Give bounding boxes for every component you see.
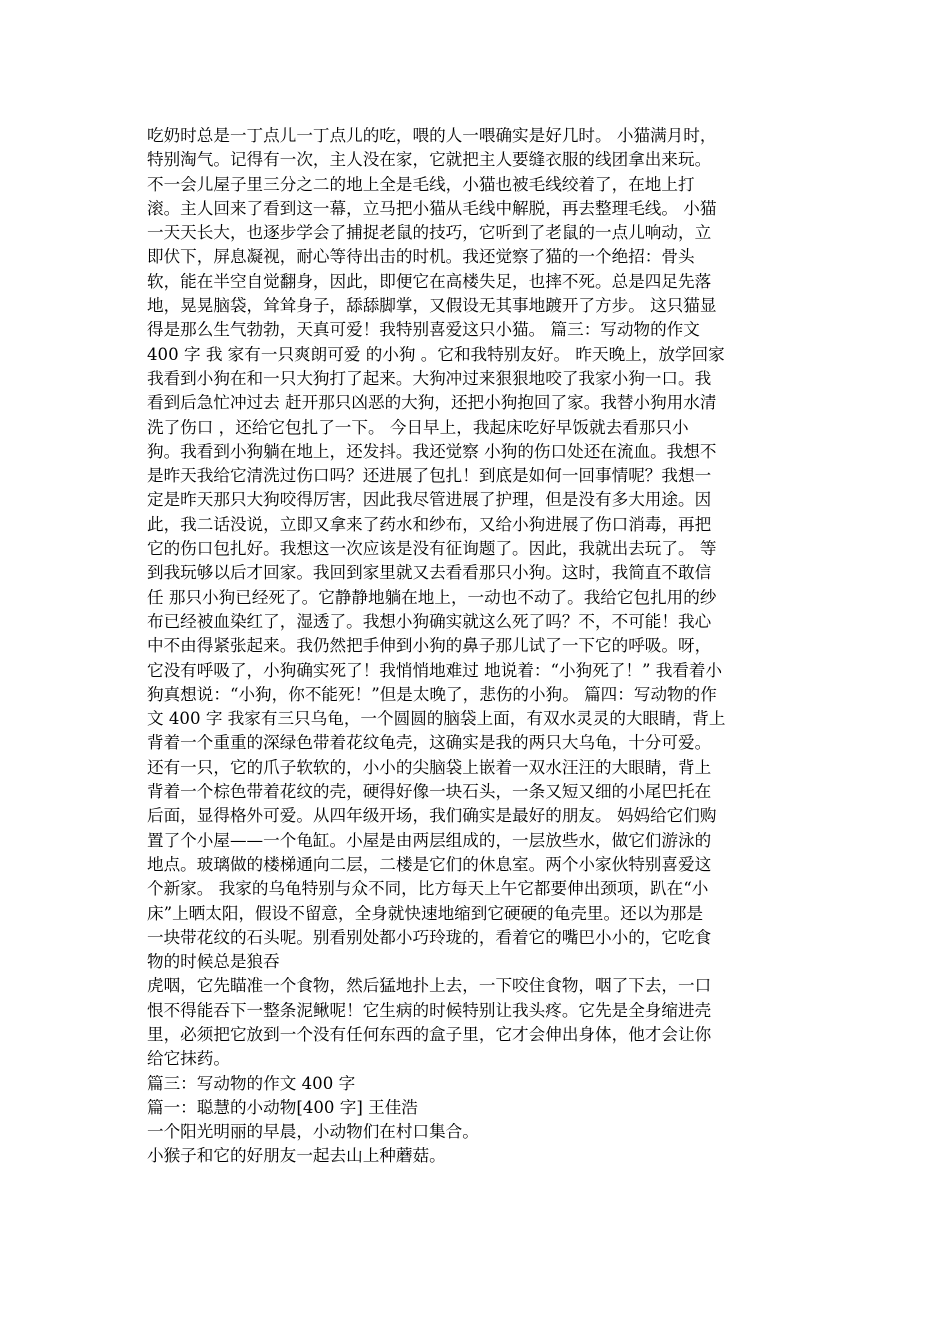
text-line: 置了个小屋——一个龟缸。小屋是由两层组成的，一层放些水，做它们游泳的 (147, 830, 712, 850)
text-line: 软，能在半空自觉翻身，因此，即便它在高楼失足，也摔不死。总是四足先落 (147, 271, 712, 291)
text-line: 狗真想说：“小狗，你不能死！”但是太晚了，悲伤的小狗。 篇四：写动物的作 (147, 684, 717, 704)
text-line: 400 字 我 家有一只爽朗可爱 的小狗 。它和我特别友好。 昨天晚上，放学回家 (147, 344, 725, 364)
text-line: 狗。我看到小狗躺在地上，还发抖。我还觉察 小狗的伤口处还在流血。我想不 (147, 441, 717, 461)
text-line: 即伏下，屏息凝视，耐心等待出击的时机。我还觉察了猫的一个绝招：骨头 (147, 247, 695, 267)
text-line: 个新家。 我家的乌龟特别与众不同，比方每天上午它都要伸出颈项，趴在“小 (147, 879, 709, 899)
text-line: 小猴子和它的好朋友一起去山上种蘑菇。 (147, 1146, 446, 1166)
text-line: 吃奶时总是一丁点儿一丁点儿的吃，喂的人一喂确实是好几时。 小猫满月时， (147, 126, 717, 145)
section-heading: 篇三：写动物的作文 400 字 (147, 1073, 356, 1093)
text-line: 我看到小狗在和一只大狗打了起来。大狗冲过来狠狠地咬了我家小狗一口。我 (147, 368, 712, 388)
text-line: 物的时候总是狼吞 (147, 952, 280, 972)
text-line: 中不由得紧张起来。我仍然把手伸到小狗的鼻子那儿试了一下它的呼吸。呀， (147, 636, 712, 656)
text-line: 此，我二话没说，立即又拿来了药水和纱布，又给小狗进展了伤口消毒，再把 (147, 514, 712, 534)
text-line: 任 那只小狗已经死了。它静静地躺在地上，一动也不动了。我给它包扎用的纱 (147, 587, 717, 607)
text-line: 后面，显得格外可爱。从四年级开场，我们确实是最好的朋友。 妈妈给它们购 (147, 806, 717, 826)
text-line: 背着一个重重的深绿色带着花纹龟壳，这确实是我的两只大乌龟，十分可爱。 (147, 733, 712, 753)
text-line: 一块带花纹的石头呢。别看别处都小巧玲珑的，看着它的嘴巴小小的，它吃食 (147, 927, 712, 947)
text-line: 一天天长大，也逐步学会了捕捉老鼠的技巧，它听到了老鼠的一点儿响动，立 (147, 223, 712, 243)
text-line: 它的伤口包扎好。我想这一次应该是没有征询题了。因此，我就出去玩了。 等 (147, 539, 717, 559)
text-line: 背着一个棕色带着花纹的壳，硬得好像一块石头，一条又短又细的小尾巴托在 (147, 782, 712, 802)
essay-text (147, 124, 807, 1169)
text-line: 它没有呼吸了，小狗确实死了！我悄悄地难过 地说着：“小狗死了！” 我看着小 (147, 660, 723, 680)
text-line: 里，必须把它放到一个没有任何东西的盒子里，它才会伸出身体，他才会让你 (147, 1024, 712, 1044)
text-line: 给它抹药。 (147, 1049, 230, 1069)
text-line: 还有一只，它的爪子软软的，小小的尖脑袋上嵌着一双水汪汪的大眼睛，背上 (147, 757, 712, 777)
text-line: 一个阳光明丽的早晨，小动物们在村口集合。 (147, 1122, 479, 1142)
text-line: 不一会儿屋子里三分之二的地上全是毛线，小猫也被毛线绞着了，在地上打 (147, 174, 695, 194)
text-line: 床”上晒太阳，假设不留意，全身就快速地缩到它硬硬的龟壳里。还以为那是 (147, 903, 704, 923)
text-line: 地点。玻璃做的楼梯通向二层，二楼是它们的休息室。两个小家伙特别喜爱这 (147, 854, 712, 874)
text-line: 地，晃晃脑袋，耸耸身子，舔舔脚掌，又假设无其事地踱开了方步。 这只猫显 (147, 296, 717, 316)
text-line: 是昨天我给它清洗过伤口吗？还进展了包扎！到底是如何一回事情呢？我想一 (147, 466, 712, 486)
text-line: 洗了伤口 ，还给它包扎了一下。 今日早上，我起床吃好早饭就去看那只小 (147, 417, 689, 437)
text-line: 文 400 字 我家有三只乌龟，一个圆圆的脑袋上面，有双水灵灵的大眼睛，背上 (147, 709, 726, 729)
text-line: 得是那么生气勃勃，天真可爱！我特别喜爱这只小猫。 篇三：写动物的作文 (147, 320, 700, 340)
text-line: 定是昨天那只大狗咬得厉害，因此我尽管进展了护理，但是没有多大用途。因 (147, 490, 712, 510)
text-line: 看到后急忙冲过去 赶开那只凶恶的大狗，还把小狗抱回了家。我替小狗用水清 (147, 393, 717, 413)
text-line: 滚。主人回来了看到这一幕，立马把小猫从毛线中解脱，再去整理毛线。 小猫 (147, 198, 717, 218)
text-line: 布已经被血染红了，湿透了。我想小狗确实就这么死了吗？不，不可能！我心 (147, 611, 712, 631)
section-heading: 篇一：聪慧的小动物[400 字] 王佳浩 (147, 1097, 418, 1117)
text-line: 虎咽，它先瞄准一个食物，然后猛地扑上去，一下咬住食物，咽了下去，一口 (147, 976, 712, 996)
text-line: 到我玩够以后才回家。我回到家里就又去看看那只小狗。这时，我简直不敢信 (147, 563, 712, 583)
text-line: 特别淘气。记得有一次，主人没在家，它就把主人要缝衣服的线团拿出来玩。 (147, 150, 712, 170)
text-line: 恨不得能吞下一整条泥鳅呢！它生病的时候特别让我头疼。它先是全身缩进壳 (147, 1000, 712, 1020)
